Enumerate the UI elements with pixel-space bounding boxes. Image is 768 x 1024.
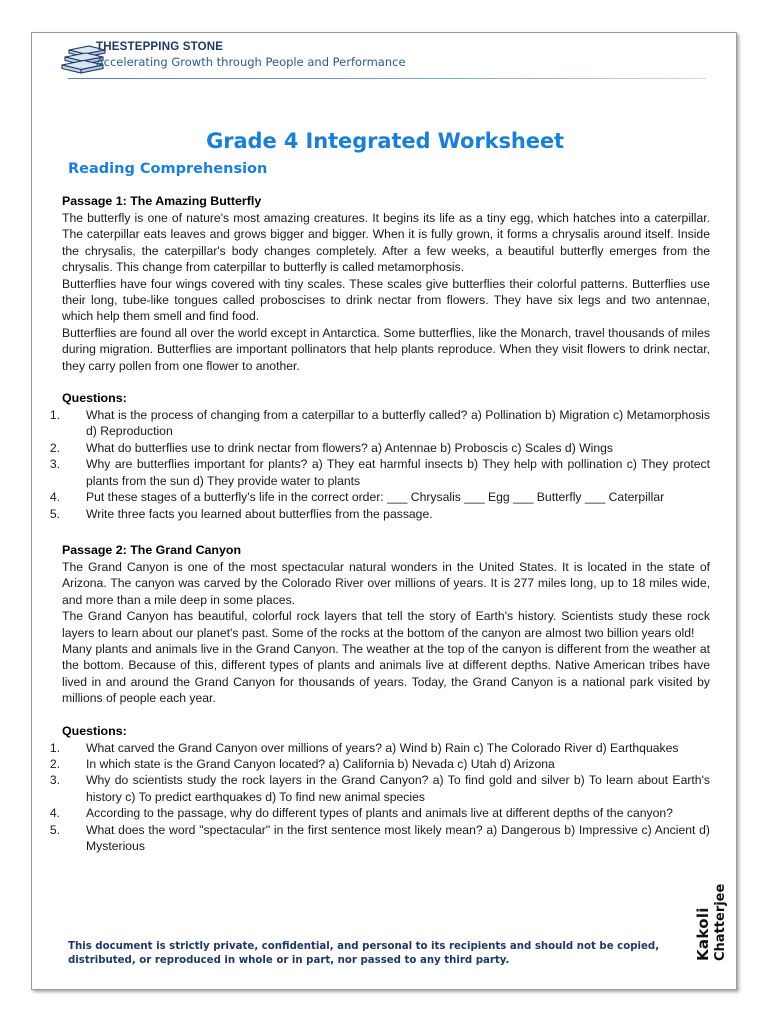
- question-item: [49, 772, 710, 805]
- document-header: [32, 33, 738, 85]
- question-text: What is the process of changing from a caterpillar to a butterfly called? a) Pollination b) Migration c) Metamorphosis d) Reproduction: [86, 408, 710, 439]
- passage-paragraph: Butterflies have four wings covered with tiny scales. These scales give butterflies their colorful patterns. Butterflies use their long, tube-like tongues called proboscises to drink nectar from flowers. They have six legs and two antennae, which help them smell and find food.: [62, 276, 710, 324]
- questions-list: [32, 407, 738, 522]
- side-watermark-clipped: [713, 801, 742, 961]
- questions-label: Questions:: [62, 391, 127, 406]
- question-item: [49, 822, 710, 855]
- question-number: 2.: [49, 440, 60, 455]
- section-title: Reading Comprehension: [68, 161, 268, 177]
- question-number: 1.: [49, 740, 60, 755]
- brand-tagline: Accelerating Growth through People and Performance: [96, 55, 406, 69]
- passage-paragraph: The Grand Canyon is one of the most spectacular natural wonders in the United States. It is located in the state of Arizona. The canyon was carved by the Colorado River over millions of years. It is 277 miles long, up to 18 miles wide, and more than a mile deep in some places.: [62, 559, 710, 607]
- passage-paragraph: The Grand Canyon has beautiful, colorful rock layers that tell the story of Earth's history. Scientists study these rock layers to learn about our planet's past. Some of the rocks at the bottom of the canyon are almost two billion years old!: [62, 609, 710, 640]
- question-number: 5.: [49, 822, 60, 837]
- passage-1: [32, 193, 738, 522]
- questions-list: [32, 740, 738, 855]
- question-text: Why do scientists study the rock layers in the Grand Canyon? a) To find gold and silver b) To learn about Earth's history c) To predict earthquakes d) To find new animal species: [86, 773, 710, 804]
- passage-heading: Passage 2: The Grand Canyon: [62, 542, 242, 557]
- question-item: [49, 506, 710, 522]
- page-title: Grade 4 Integrated Worksheet: [206, 129, 564, 153]
- question-text: What do butterflies use to drink nectar from flowers? a) Antennae b) Proboscis c) Scales d) Wings: [86, 440, 614, 455]
- question-number: 5.: [49, 506, 60, 521]
- question-number: 3.: [49, 457, 60, 472]
- question-text: Write three facts you learned about butterflies from the passage.: [86, 506, 433, 521]
- question-item: [49, 740, 710, 756]
- confidentiality-notice: This document is strictly private, confidential, and personal to its recipients and should not be copied, distributed, or reproduced in whole or in part, nor passed to any third party.: [68, 941, 660, 966]
- passage-paragraph: Many plants and animals live in the Grand Canyon. The weather at the top of the canyon is different from the weather at the bottom. Because of this, different types of plants and animals live at different depths. Native American tribes have lived in and around the Grand Canyon for thousands of years. Today, the Grand Canyon is a national park visited by millions of people each year.: [62, 641, 710, 706]
- passage-heading: Passage 1: The Amazing Butterfly: [62, 194, 262, 208]
- question-item: [49, 456, 710, 489]
- question-text: Put these stages of a butterfly's life in the correct order: ___ Chrysalis ___ Egg ___ Butterfly ___ Caterpillar: [86, 490, 665, 505]
- question-number: 4.: [49, 490, 60, 505]
- worksheet-content: [32, 193, 738, 854]
- passage-paragraph: The butterfly is one of nature's most amazing creatures. It begins its life as a tiny egg, which hatches into a caterpillar. The caterpillar eats leaves and grows bigger and bigger. When it is fully grown, it forms a chrysalis around itself. Inside the chrysalis, the caterpillar's body changes completely. After a few weeks, a beautiful butterfly emerges from the chrysalis. This change from caterpillar to butterfly is called metamorphosis.: [62, 211, 710, 275]
- questions-label: Questions:: [62, 723, 127, 738]
- question-number: 2.: [49, 756, 60, 771]
- passage-paragraph: Butterflies are found all over the world except in Antarctica. Some butterflies, like the Monarch, travel thousands of miles during migration. Butterflies are important pollinators that help plants reproduce. When they visit flowers to drink nectar, they carry pollen from one flower to another.: [62, 325, 710, 373]
- question-item: [49, 440, 710, 456]
- document-page: [31, 32, 737, 990]
- question-text: In which state is the Grand Canyon located? a) California b) Nevada c) Utah d) Arizona: [86, 756, 555, 771]
- question-item: [49, 489, 710, 505]
- question-number: 4.: [49, 806, 60, 821]
- question-number: 1.: [49, 408, 60, 423]
- question-text: According to the passage, why do different types of plants and animals live at different depths of the canyon?: [86, 806, 673, 821]
- header-divider: [68, 78, 706, 79]
- question-item: [49, 805, 710, 821]
- question-text: Why are butterflies important for plants? a) They eat harmful insects b) They help with pollination c) They protect plants from the sun d) They provide water to plants: [86, 457, 710, 488]
- question-number: 3.: [49, 773, 60, 788]
- question-item: [49, 407, 710, 440]
- side-watermark-text: Kakoli: [694, 907, 712, 961]
- brand-name: THESTEPPING STONE: [96, 41, 224, 53]
- question-text: What does the word "spectacular" in the first sentence most likely mean? a) Dangerous b) Impressive c) Ancient d) Mysterious: [86, 822, 710, 853]
- brand-block: [96, 41, 716, 70]
- question-text: What carved the Grand Canyon over millions of years? a) Wind b) Rain c) The Colorado River d) Earthquakes: [86, 740, 679, 755]
- question-item: [49, 756, 710, 772]
- passage-2: [32, 542, 738, 855]
- side-watermark-clipped-text: Chatterjee: [713, 883, 728, 961]
